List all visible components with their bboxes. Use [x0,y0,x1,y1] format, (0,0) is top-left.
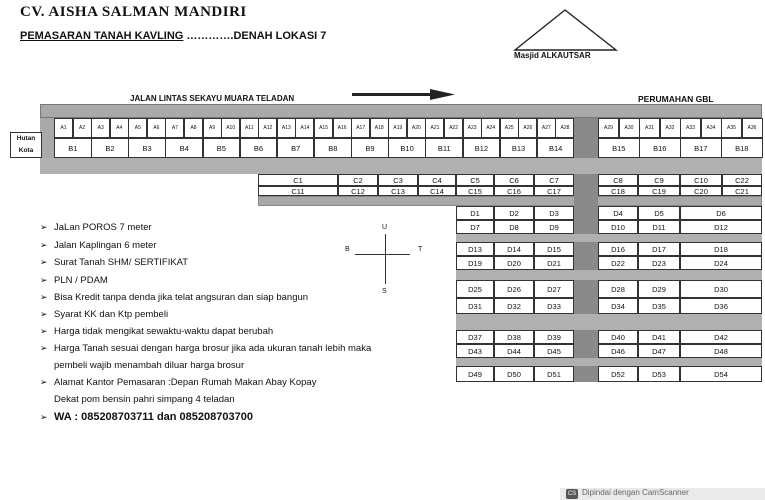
lot-a: A34 [701,118,722,138]
lot-b: B4 [165,138,203,158]
lot-d: D23 [638,256,680,270]
lot-d: D32 [494,298,534,314]
feature-item [40,411,253,423]
lot-separator [456,270,762,280]
lot-a: A27 [537,118,556,138]
lot-c: C8 [598,174,638,186]
feature-item [40,292,308,303]
hutan-label: Hutan [16,135,36,142]
lot-d: D7 [456,220,494,234]
lot-c: C9 [638,174,680,186]
lot-b: B1 [54,138,92,158]
lot-d: D25 [456,280,494,298]
lot-b: B17 [680,138,722,158]
bullet-arrow-icon: ➢ [40,240,48,250]
bullet-arrow-icon: ➢ [40,222,48,232]
feature-text: pembeli wajib menambah diluar harga brosur [54,360,245,371]
lot-d: D1 [456,206,494,220]
bullet-arrow-icon: ➢ [40,377,48,387]
lot-b: B11 [425,138,463,158]
lot-d: D34 [598,298,638,314]
lot-c: C13 [378,186,418,196]
lot-a: A15 [314,118,333,138]
lot-d: D53 [638,366,680,382]
lot-c: C7 [534,174,574,186]
lot-d: D29 [638,280,680,298]
lot-d: D41 [638,330,680,344]
lot-c: C3 [378,174,418,186]
bullet-arrow-icon: ➢ [40,275,48,285]
lot-d: D49 [456,366,494,382]
lot-b: B6 [240,138,278,158]
bullet-arrow-icon: ➢ [40,309,48,319]
lot-separator [456,358,762,366]
feature-item [40,360,244,371]
masjid-label: Masjid ALKAUTSAR [514,51,591,60]
feature-item [40,326,273,337]
lot-d: D20 [494,256,534,270]
feature-text: JaLan POROS 7 meter [54,222,152,233]
lot-d: D10 [598,220,638,234]
lot-a: A17 [351,118,370,138]
feature-text: Alamat Kantor Pemasaran :Depan Rumah Makan Abay Kopay [54,377,317,388]
road-label: JALAN LINTAS SEKAYU MUARA TELADAN [130,94,295,103]
lot-a: A16 [333,118,352,138]
lot-separator [456,234,762,242]
lot-b: B9 [351,138,389,158]
lot-a: A32 [660,118,681,138]
subtitle-location: ………….DENAH LOKASI 7 [183,30,327,42]
footer-watermark [560,488,765,500]
lot-a: A19 [388,118,407,138]
lot-b: B16 [639,138,681,158]
lot-d: D45 [534,344,574,358]
lot-a: A12 [258,118,277,138]
lot-a: A21 [425,118,444,138]
page-subtitle [20,30,326,42]
lot-d: D50 [494,366,534,382]
road-band [40,158,762,174]
lot-d: D12 [680,220,762,234]
lot-b: B8 [314,138,352,158]
lot-d: D24 [680,256,762,270]
lot-d: D17 [638,242,680,256]
lot-d: D6 [680,206,762,220]
lot-a: A1 [54,118,73,138]
lot-a: A29 [598,118,619,138]
lot-b: B14 [537,138,575,158]
lot-d: D15 [534,242,574,256]
lot-d: D40 [598,330,638,344]
company-name: CV. AISHA SALMAN MANDIRI [20,4,247,20]
lot-b: B10 [388,138,426,158]
lot-c: C5 [456,174,494,186]
feature-text: Jalan Kaplingan 6 meter [54,240,157,251]
lot-a: A2 [73,118,92,138]
lot-d: D48 [680,344,762,358]
inner-road [258,196,762,206]
feature-text: Harga tidak mengikat sewaktu-waktu dapat berubah [54,326,274,337]
feature-item [40,343,371,354]
lot-c: C11 [258,186,338,196]
hutan-kota-box [10,132,42,158]
lot-a: A23 [463,118,482,138]
lot-d: D27 [534,280,574,298]
feature-item [40,240,156,251]
lot-b: B7 [277,138,315,158]
subtitle-marketing: PEMASARAN TANAH KAVLING [20,30,184,42]
compass-east: T [418,246,423,253]
lot-d: D33 [534,298,574,314]
lot-a: A18 [370,118,389,138]
bullet-arrow-icon: ➢ [40,326,48,336]
lot-d: D18 [680,242,762,256]
feature-item [40,257,188,268]
feature-text: Bisa Kredit tanpa denda jika telat angsuran dan siap bangun [54,292,309,303]
lot-d: D9 [534,220,574,234]
lot-a: A26 [518,118,537,138]
kota-label: Kota [18,147,34,154]
lot-b: B12 [463,138,501,158]
lot-d: D28 [598,280,638,298]
lot-d: D38 [494,330,534,344]
feature-text: Syarat KK dan Ktp pembeli [54,309,169,320]
lot-d: D31 [456,298,494,314]
lot-a: A33 [680,118,701,138]
lot-d: D54 [680,366,762,382]
lot-b: B13 [500,138,538,158]
mosque-triangle-icon [510,8,620,52]
lot-a: A3 [91,118,110,138]
lot-d: D26 [494,280,534,298]
feature-item [40,394,235,405]
lot-a: A4 [110,118,129,138]
lot-c: C12 [338,186,378,196]
main-road [40,104,762,118]
lot-c: C2 [338,174,378,186]
lot-c: C1 [258,174,338,186]
lot-d: D37 [456,330,494,344]
lot-d: D46 [598,344,638,358]
lot-d: D16 [598,242,638,256]
lot-a: A10 [221,118,240,138]
lot-d: D36 [680,298,762,314]
lot-d: D35 [638,298,680,314]
lot-a: A28 [555,118,574,138]
lot-d: D2 [494,206,534,220]
lot-d: D42 [680,330,762,344]
compass-horizontal [355,254,410,255]
feature-text: Harga Tanah sesuai dengan harga brosur jika ada ukuran tanah lebih maka [54,343,372,354]
feature-item [40,377,316,388]
lot-a: A11 [240,118,259,138]
lot-a: A22 [444,118,463,138]
lot-a: A24 [481,118,500,138]
feature-item [40,222,152,233]
bullet-arrow-icon: ➢ [40,412,48,422]
lot-d: D13 [456,242,494,256]
lot-d: D19 [456,256,494,270]
lot-a: A13 [277,118,296,138]
lot-b: B18 [721,138,763,158]
lot-c: C22 [722,174,762,186]
lot-a: A7 [165,118,184,138]
direction-arrow-icon [350,88,460,102]
lot-a: A31 [639,118,660,138]
compass-west: B [345,246,350,253]
lot-c: C15 [456,186,494,196]
feature-text: Surat Tanah SHM/ SERTIFIKAT [54,257,189,268]
compass-south: S [382,288,387,295]
bullet-arrow-icon: ➢ [40,257,48,267]
lot-c: C14 [418,186,456,196]
lot-d: D39 [534,330,574,344]
feature-item [40,275,108,286]
lot-a: A8 [184,118,203,138]
feature-text: PLN / PDAM [54,275,108,286]
lot-d: D14 [494,242,534,256]
footer-text: Dipindai dengan CamScanner [582,488,689,497]
lot-d: D44 [494,344,534,358]
lot-a: A35 [721,118,742,138]
lot-b: B2 [91,138,129,158]
lot-b: B15 [598,138,640,158]
lot-separator [456,314,762,330]
lot-d: D3 [534,206,574,220]
feature-item [40,309,168,320]
lot-d: D30 [680,280,762,298]
lot-d: D52 [598,366,638,382]
lot-c: C20 [680,186,722,196]
lot-b: B5 [203,138,241,158]
feature-text: Dekat pom bensin pahri simpang 4 teladan [54,394,235,405]
lot-c: C4 [418,174,456,186]
lot-d: D51 [534,366,574,382]
perumahan-label: PERUMAHAN GBL [638,94,714,104]
lot-a: A36 [742,118,763,138]
compass-vertical [385,234,386,284]
lot-a: A14 [295,118,314,138]
lot-d: D21 [534,256,574,270]
lot-c: C16 [494,186,534,196]
lot-a: A30 [619,118,640,138]
lot-a: A6 [147,118,166,138]
feature-text: WA : 085208703711 dan 085208703700 [54,411,253,423]
lot-a: A25 [500,118,519,138]
bullet-arrow-icon: ➢ [40,292,48,302]
lot-d: D11 [638,220,680,234]
lot-c: C19 [638,186,680,196]
lot-d: D8 [494,220,534,234]
lot-d: D5 [638,206,680,220]
lot-c: C18 [598,186,638,196]
lot-d: D22 [598,256,638,270]
compass-north: U [382,224,388,231]
lot-c: C21 [722,186,762,196]
lot-a: A5 [128,118,147,138]
lot-d: D43 [456,344,494,358]
bullet-arrow-icon: ➢ [40,343,48,353]
lot-d: D47 [638,344,680,358]
lot-a: A9 [203,118,222,138]
lot-a: A20 [407,118,426,138]
lot-c: C6 [494,174,534,186]
lot-b: B3 [128,138,166,158]
lot-c: C17 [534,186,574,196]
lot-d: D4 [598,206,638,220]
lot-c: C10 [680,174,722,186]
camscanner-icon: CS [567,491,577,497]
